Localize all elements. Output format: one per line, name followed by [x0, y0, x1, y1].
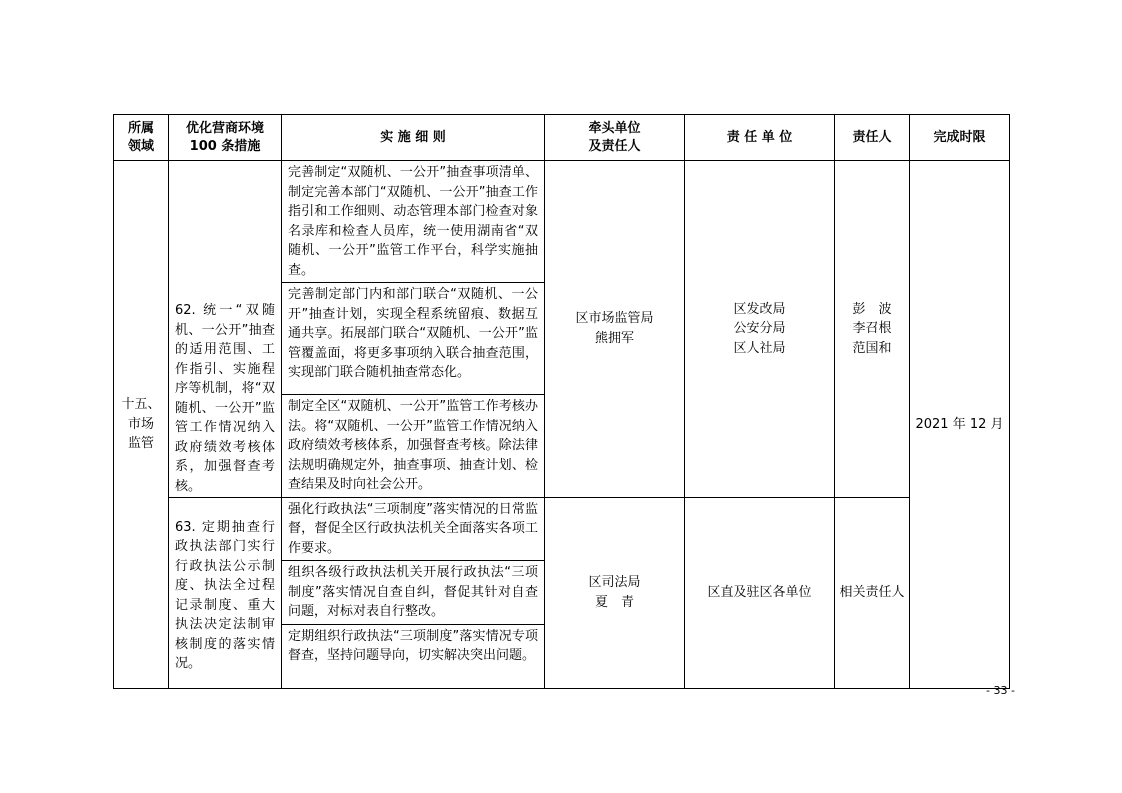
detail-62-3: 制定全区“双随机、一公开”监管工作考核办法。将“双随机、一公开”监管工作情况纳入政府绩效考核体系，加强督查考核。除法律法规明确规定外，抽查事项、抽查计划、检查结果及时向社会公开。 — [282, 395, 545, 498]
measure-63: 63. 定期抽查行政执法部门实行行政执法公示制度、执法全过程记录制度、重大执法决定法制审核制度的落实情况。 — [169, 497, 282, 688]
deadline-cell: 2021 年 12 月 — [910, 161, 1010, 689]
page-number: - 33 - — [986, 684, 1015, 697]
responsible-unit-63: 区直及驻区各单位 — [685, 497, 835, 688]
header-lead: 牵头单位 及责任人 — [545, 115, 685, 161]
lead-63: 区司法局 夏 青 — [545, 497, 685, 688]
table-row — [114, 161, 1010, 283]
responsible-unit-62: 区发改局 公安分局 区人社局 — [685, 161, 835, 498]
lead-62: 区市场监管局 熊拥军 — [545, 161, 685, 498]
header-field: 所属 领域 — [114, 115, 169, 161]
field-cell: 十五、 市场 监管 — [114, 161, 169, 689]
responsible-person-63: 相关责任人 — [835, 497, 910, 688]
header-responsible-unit: 责 任 单 位 — [685, 115, 835, 161]
detail-63-2: 组织各级行政执法机关开展行政执法“三项制度”落实情况自查自纠，督促其针对自查问题，对标对表自行整改。 — [282, 561, 545, 625]
measure-62: 62. 统一“双随机、一公开”抽查的适用范围、工作指引、实施程序等机制，将“双随机、一公开”监管工作情况纳入政府绩效考核体系，加强督查考核。 — [169, 161, 282, 498]
table-header-row — [114, 115, 1010, 161]
measures-table — [113, 114, 1010, 689]
detail-62-2: 完善制定部门内和部门联合“双随机、一公开”抽查计划，实现全程系统留痕、数据互通共享。拓展部门联合“双随机、一公开”监管覆盖面，将更多事项纳入联合抽查范围，实现部门联合随机抽查常态化。 — [282, 283, 545, 395]
header-measures: 优化营商环境 100 条措施 — [169, 115, 282, 161]
detail-62-1: 完善制定“双随机、一公开”抽查事项清单、制定完善本部门“双随机、一公开”抽查工作指引和工作细则、动态管理本部门检查对象名录库和检查人员库，统一使用湖南省“双随机、一公开”监管工作平台，科学实施抽查。 — [282, 161, 545, 283]
detail-63-3: 定期组织行政执法“三项制度”落实情况专项督查，坚持问题导向，切实解决突出问题。 — [282, 624, 545, 688]
responsible-person-62: 彭 波 李召根 范国和 — [835, 161, 910, 498]
detail-63-1: 强化行政执法“三项制度”落实情况的日常监督，督促全区行政执法机关全面落实各项工作要求。 — [282, 497, 545, 561]
header-details: 实 施 细 则 — [282, 115, 545, 161]
table-row — [114, 497, 1010, 561]
header-responsible-person: 责任人 — [835, 115, 910, 161]
header-deadline: 完成时限 — [910, 115, 1010, 161]
